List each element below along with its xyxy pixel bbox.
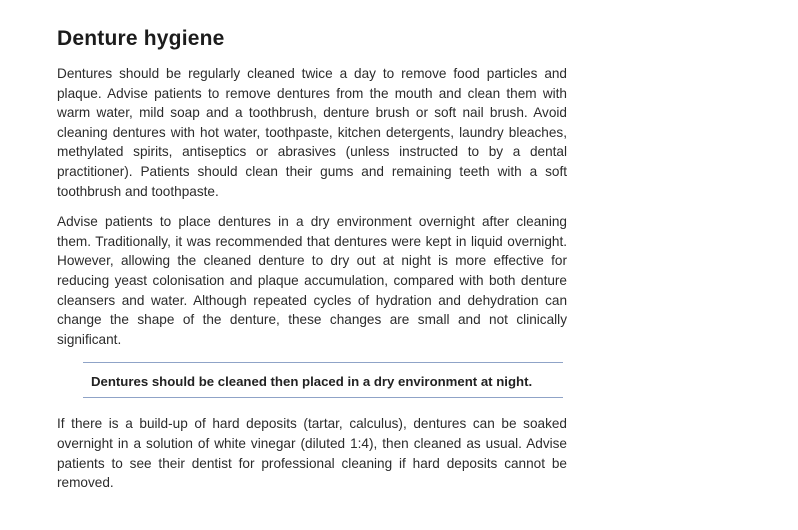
key-point-callout — [83, 362, 563, 398]
paragraph-cleaning: Dentures should be regularly cleaned twice a day to remove food particles and plaque. Advise patients to remove dentures from the mouth and clean them with warm water, mild soap and a toothbrush, denture brush or soft nail brush. Avoid cleaning dentures with hot water, toothpaste, kitchen detergents, laundry bleaches, methylated spirits, antiseptics or abrasives (unless instructed to by a dental practitioner). Patients should clean their gums and remaining teeth with a soft toothbrush and toothpaste. — [57, 66, 567, 199]
section-heading: Denture hygiene — [57, 27, 225, 50]
document-page — [57, 24, 567, 493]
paragraph-dry-storage: Advise patients to place dentures in a dry environment overnight after cleaning them. Traditionally, it was recommended that dentures were kept in liquid overnight. However, allowing the cleaned denture to dry out at night is more effective for reducing yeast colonisation and plaque accumulation, compared with both denture cleansers and water. Although repeated cycles of hydration and dehydration can change the shape of the denture, these changes are small and not clinically significant. — [57, 214, 567, 347]
callout-text: Dentures should be cleaned then placed in a dry environment at night. — [91, 374, 533, 390]
paragraph-hard-deposits: If there is a build-up of hard deposits (tartar, calculus), dentures can be soaked overnight in a solution of white vinegar (diluted 1:4), then cleaned as usual. Advise patients to see their dentist for professional cleaning if hard deposits cannot be removed. — [57, 416, 567, 491]
